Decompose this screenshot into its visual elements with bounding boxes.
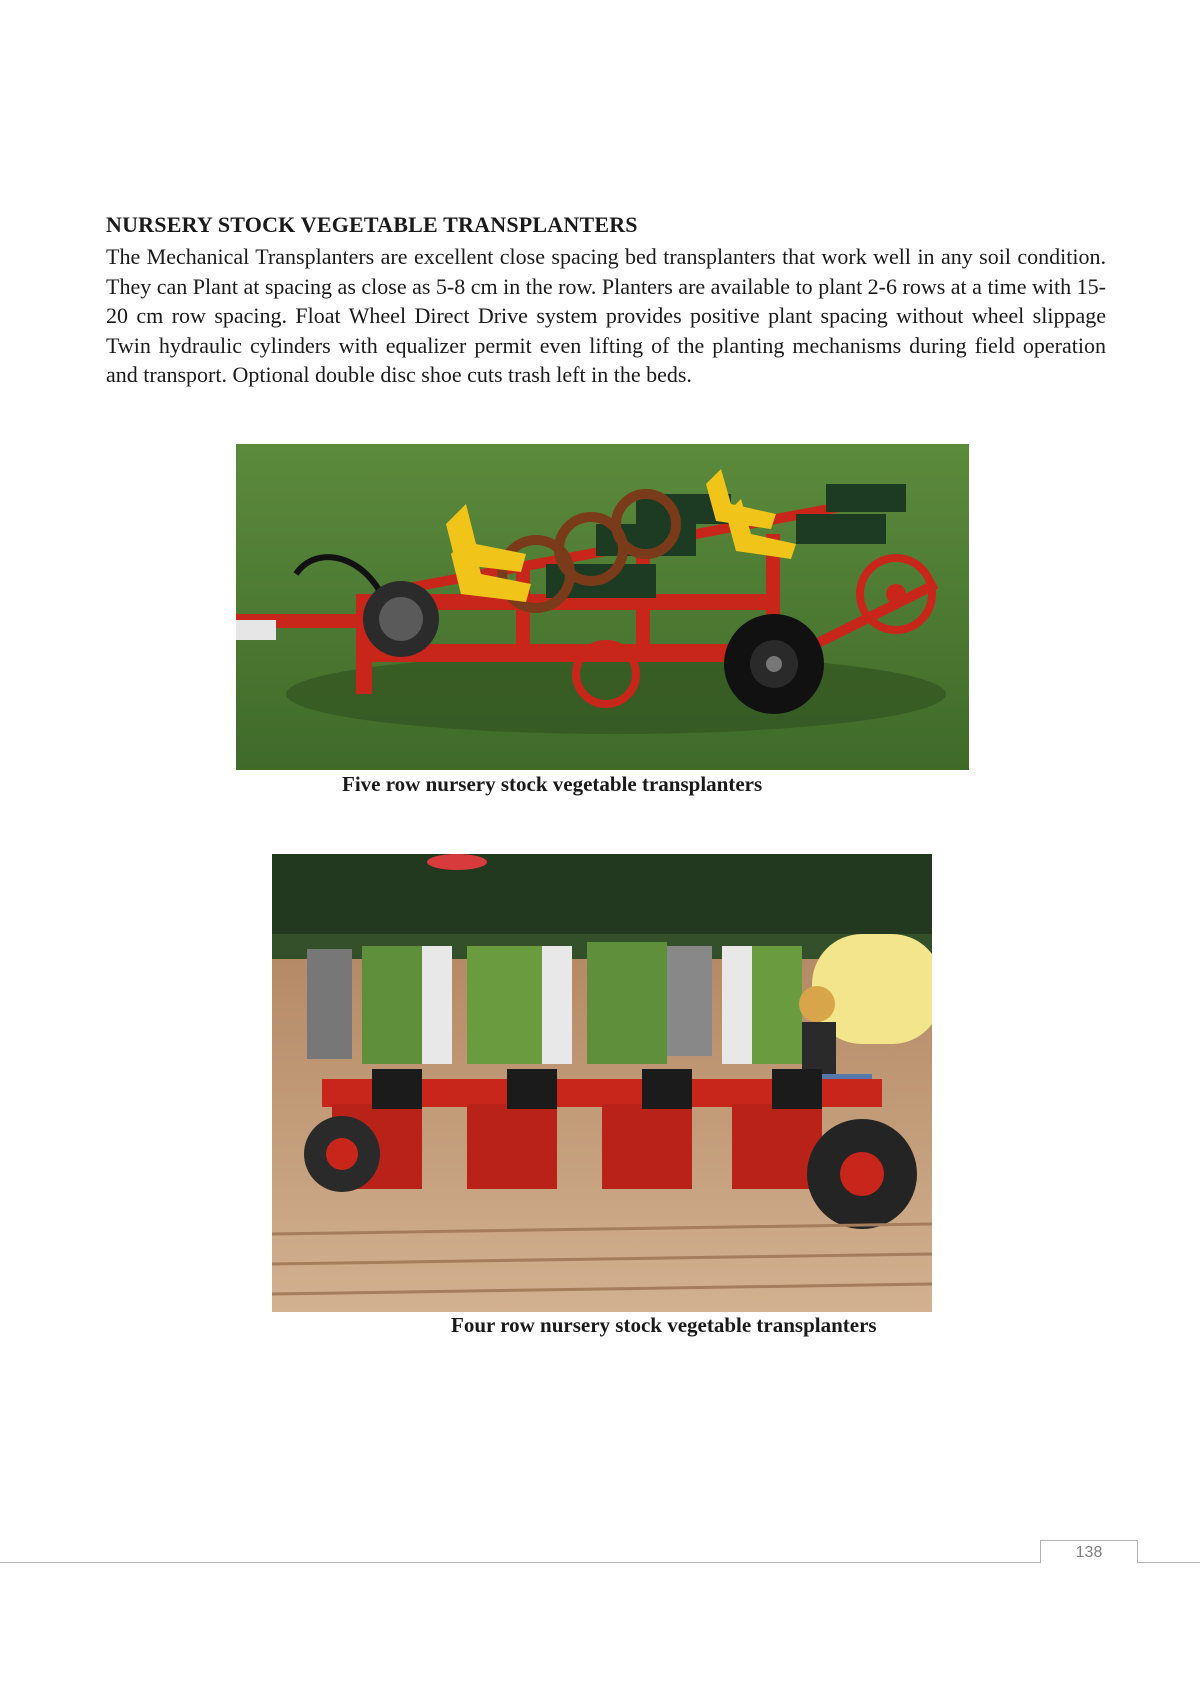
figure-five-row-photo <box>236 444 969 770</box>
body-paragraph: The Mechanical Transplanters are excellent close spacing bed transplanters that work well in any soil condition. They can Plant at spacing as close as 5-8 cm in the row. Planters are available to plant 2-6 rows at a time with 15-20 cm row spacing. Float Wheel Direct Drive system provides positive plant spacing without wheel slippage Twin hydraulic cylinders with equalizer permit even lifting of the planting mechanisms during field operation and transport. Optional double disc shoe cuts trash left in the beds. <box>106 244 1106 387</box>
five-row-transplanter-image <box>236 444 969 770</box>
figure-four-row-photo <box>272 854 932 1312</box>
figure-caption-four-row: Four row nursery stock vegetable transplanters <box>451 1313 877 1337</box>
section-heading: NURSERY STOCK VEGETABLE TRANSPLANTERS <box>106 212 638 237</box>
figure-caption-five-row: Five row nursery stock vegetable transplanters <box>342 772 763 796</box>
page-number: 138 <box>1040 1540 1138 1563</box>
footer-rule <box>0 1562 1200 1563</box>
four-row-transplanter-image <box>272 854 932 1312</box>
